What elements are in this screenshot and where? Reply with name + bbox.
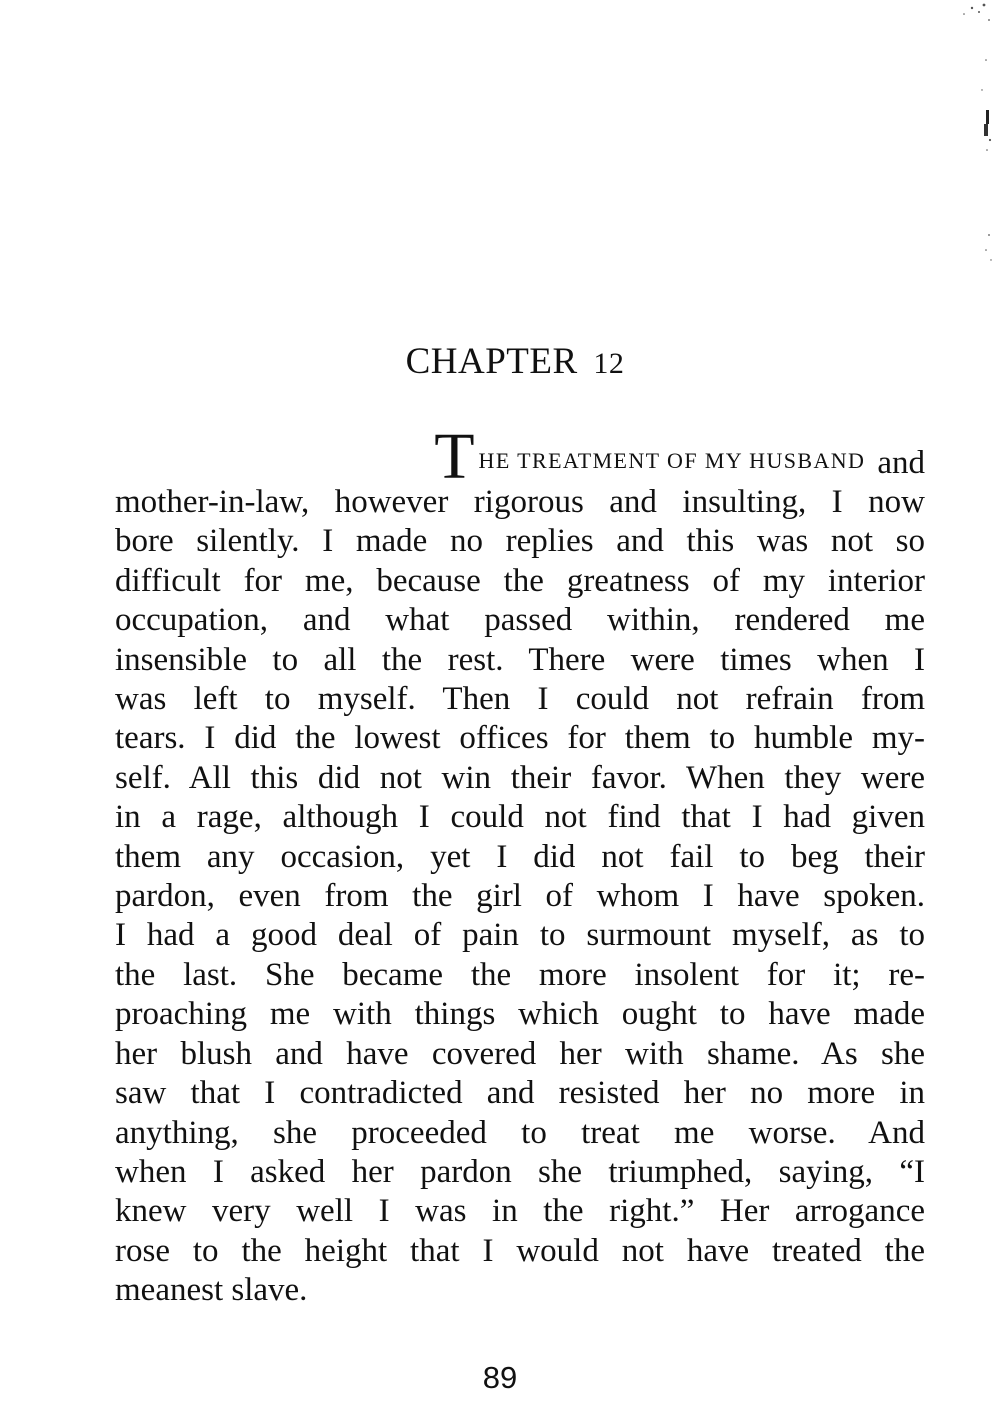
- text-line: was left to myself. Then I could not refrain from: [115, 681, 925, 718]
- text-line: knew very well I was in the right.” Her arrogance: [115, 1193, 925, 1230]
- scan-specks: [934, 0, 994, 270]
- text-line: bore silently. I made no replies and this was not so: [115, 523, 925, 560]
- chapter-body: [115, 420, 925, 1311]
- text-line: pardon, even from the girl of whom I have spoken.: [115, 878, 925, 915]
- text-line: when I asked her pardon she triumphed, saying, “I: [115, 1153, 925, 1190]
- text-line: rose to the height that I would not have treated the: [115, 1232, 925, 1269]
- text-line: her blush and have covered her with shame. As she: [115, 1035, 925, 1072]
- text-line: proaching me with things which ought to have made: [115, 996, 925, 1033]
- text-line: anything, she proceeded to treat me worse. And: [115, 1114, 925, 1151]
- text-line: self. All this did not win their favor. When they were: [115, 759, 925, 796]
- text-line: saw that I contradicted and resisted her no more in: [115, 1075, 925, 1112]
- opening-line: [115, 420, 925, 493]
- text-line: difficult for me, because the greatness of my interior: [115, 562, 925, 599]
- text-line: the last. She became the more insolent for it; re-: [115, 956, 925, 993]
- text-line: mother-in-law, however rigorous and insulting, I now: [115, 484, 925, 520]
- chapter-heading: [0, 340, 1000, 383]
- text-line: I had a good deal of pain to surmount myself, as to: [115, 917, 925, 954]
- text-line: them any occasion, yet I did not fail to beg their: [115, 838, 925, 875]
- text-line: in a rage, although I could not find that I had given: [115, 799, 925, 836]
- chapter-label: CHAPTER: [405, 341, 578, 382]
- chapter-number: 12: [593, 347, 625, 380]
- page-number: 89: [482, 1360, 518, 1395]
- opening-rest: and: [877, 444, 925, 481]
- text-line-last: meanest slave.: [115, 1272, 308, 1309]
- opening-smallcaps: HE TREATMENT OF MY HUSBAND: [478, 447, 866, 473]
- text-line: occupation, and what passed within, rendered me: [115, 602, 925, 639]
- text-line: insensible to all the rest. There were times when I: [115, 641, 925, 678]
- drop-cap: T: [434, 420, 475, 493]
- text-line: tears. I did the lowest offices for them to humble my-: [115, 720, 925, 757]
